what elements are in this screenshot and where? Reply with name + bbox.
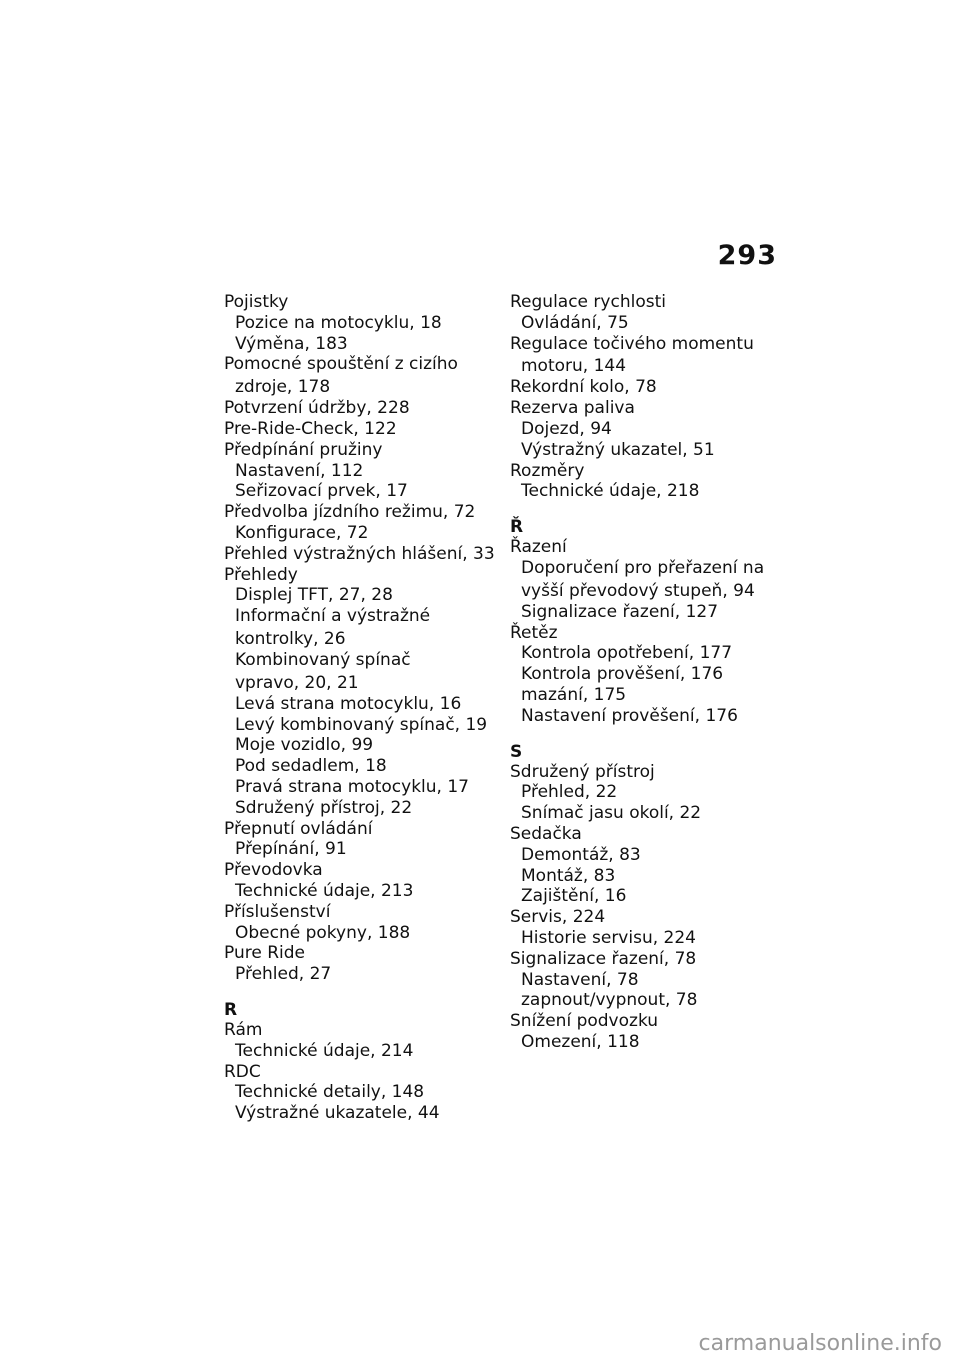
index-subentry: Nastavení prověšení, 176: [521, 705, 738, 726]
index-subentry: Montáž, 83: [521, 865, 616, 886]
index-entry: Pomocné spouštění z cizího: [224, 354, 458, 375]
page-number: 293: [717, 240, 777, 271]
index-subentry: Snímač jasu okolí, 22: [521, 803, 702, 824]
index-subentry: Seřizovací prvek, 17: [235, 481, 408, 502]
index-subentry: Kombinovaný spínač: [235, 649, 411, 670]
index-subentry: Výstražné ukazatele, 44: [235, 1103, 440, 1124]
index-entry: Přepnutí ovládání: [224, 818, 373, 839]
index-subentry: Pod sedadlem, 18: [235, 756, 387, 777]
index-subentry: Dojezd, 94: [521, 418, 612, 439]
index-subentry: Technické údaje, 218: [521, 481, 700, 502]
index-entry: Signalizace řazení, 78: [510, 948, 697, 969]
index-subentry: mazání, 175: [521, 684, 627, 705]
index-entry: Potvrzení údržby, 228: [224, 398, 410, 419]
index-subentry: Přehled, 27: [235, 964, 332, 985]
index-entry: RDC: [224, 1061, 261, 1082]
index-subentry: Displej TFT, 27, 28: [235, 585, 393, 606]
index-entry: Pre-Ride-Check, 122: [224, 418, 397, 439]
index-subentry: Pravá strana motocyklu, 17: [235, 776, 469, 797]
index-entry: Regulace rychlosti: [510, 292, 666, 312]
index-subentry: Moje vozidlo, 99: [235, 735, 374, 756]
watermark-footer: carmanualsonline.info: [698, 1331, 942, 1356]
index-subentry: Pozice na motocyklu, 18: [235, 312, 442, 333]
index-subentry: Signalizace řazení, 127: [521, 601, 719, 622]
index-entry: Sedačka: [510, 823, 582, 844]
index-subentry: kontrolky, 26: [235, 628, 346, 649]
index-subentry: Historie servisu, 224: [521, 927, 696, 948]
index-entry: Příslušenství: [224, 901, 331, 922]
index-subentry: Levý kombinovaný spínač, 19: [235, 714, 488, 735]
index-subentry: Demontáž, 83: [521, 844, 641, 865]
index-subentry: Nastavení, 78: [521, 969, 639, 990]
index-subentry: Kontrola prověšení, 176: [521, 664, 724, 685]
index-subentry: vyšší převodový stupeň, 94: [521, 580, 755, 601]
index-entry: Pure Ride: [224, 943, 305, 964]
index-entry: Předvolba jízdního režimu, 72: [224, 502, 476, 523]
section-letter: Ř: [510, 517, 524, 538]
index-subentry: zdroje, 178: [235, 377, 331, 398]
index-subentry: Výstražný ukazatel, 51: [521, 439, 715, 460]
index-subentry: Přepínání, 91: [235, 839, 347, 860]
index-entry: Přehled výstražných hlášení, 33: [224, 543, 495, 564]
index-entry: Rezerva paliva: [510, 398, 635, 419]
index-subentry: Výměna, 183: [235, 333, 348, 354]
index-subentry: Technické detaily, 148: [235, 1082, 425, 1103]
index-subentry: Zajištění, 16: [521, 886, 627, 907]
index-entry: Regulace točivého momentu: [510, 333, 754, 354]
index-entry: Servis, 224: [510, 907, 606, 928]
index-entry: Rám: [224, 1019, 263, 1040]
index-entry: Řazení: [510, 537, 567, 558]
index-subentry: Informační a výstražné: [235, 606, 431, 627]
index-subentry: Doporučení pro přeřazení na: [521, 557, 765, 578]
index-subentry: Kontrola opotřebení, 177: [521, 643, 733, 664]
index-entry: Rozměry: [510, 460, 585, 481]
index-entry: Sdružený přístroj: [510, 761, 655, 782]
index-subentry: Technické údaje, 213: [235, 880, 414, 901]
index-subentry: Sdružený přístroj, 22: [235, 797, 413, 818]
index-subentry: Nastavení, 112: [235, 460, 364, 481]
index-entry: Řetěz: [510, 622, 558, 643]
section-letter: S: [510, 741, 523, 762]
index-subentry: motoru, 144: [521, 356, 627, 377]
index-entry: Předpínání pružiny: [224, 439, 383, 460]
index-entry: Převodovka: [224, 860, 323, 881]
index-entry: Rekordní kolo, 78: [510, 377, 657, 398]
index-subentry: vpravo, 20, 21: [235, 672, 359, 693]
index-entry: Snížení podvozku: [510, 1011, 659, 1032]
index-column-left: [224, 292, 494, 1124]
index-subentry: Ovládání, 75: [521, 312, 629, 333]
index-subentry: Konfigurace, 72: [235, 522, 369, 543]
index-subentry: Technické údaje, 214: [235, 1040, 414, 1061]
index-subentry: Omezení, 118: [521, 1031, 640, 1052]
index-entry: Pojistky: [224, 292, 289, 312]
index-subentry: Přehled, 22: [521, 782, 618, 803]
index-column-right: [510, 292, 780, 1053]
index-subentry: Obecné pokyny, 188: [235, 922, 411, 943]
index-entry: Přehledy: [224, 564, 298, 585]
index-subentry: zapnout/vypnout, 78: [521, 990, 698, 1011]
section-letter: R: [224, 999, 238, 1020]
index-subentry: Levá strana motocyklu, 16: [235, 693, 462, 714]
